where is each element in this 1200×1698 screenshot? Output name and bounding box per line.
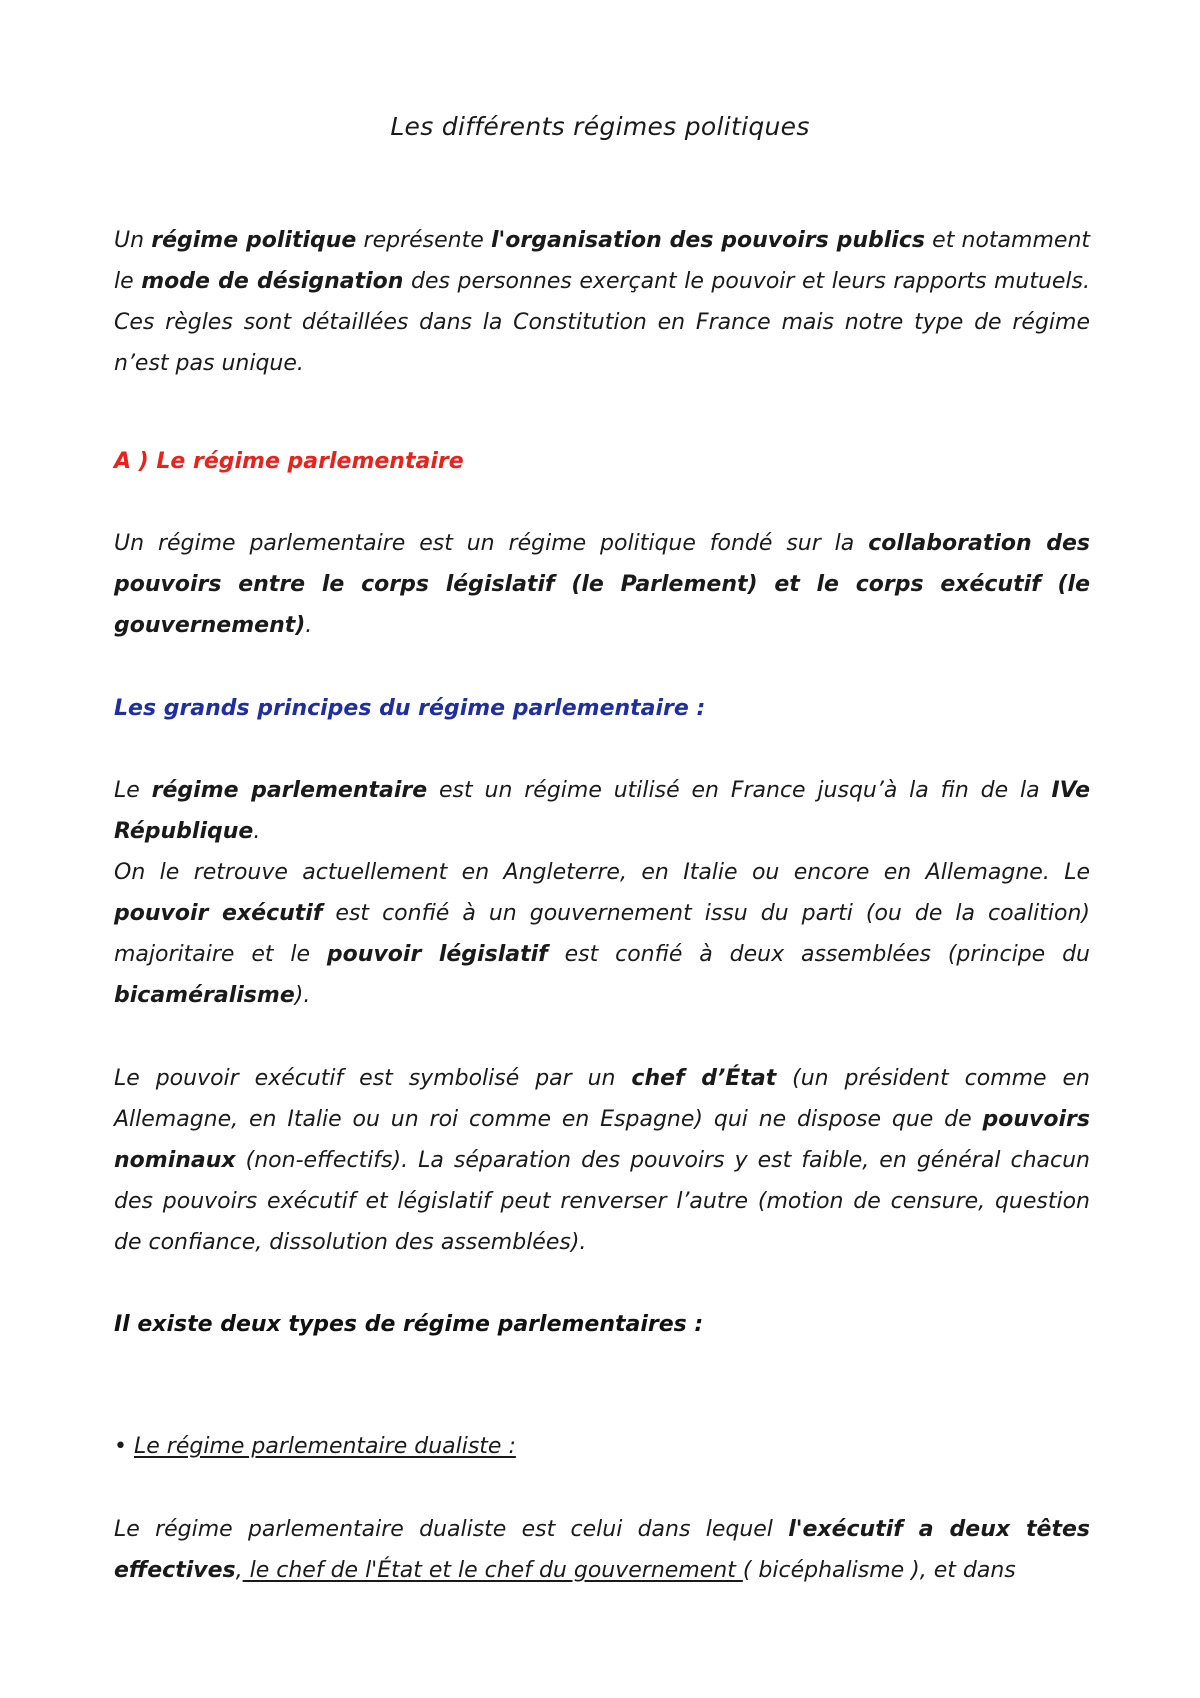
principles-heading: Les grands principes du régime parlementaire : <box>114 696 706 721</box>
section-a-heading: A ) Le régime parlementaire <box>114 449 464 474</box>
types-heading: Il existe deux types de régime parlementaires : <box>114 1312 704 1337</box>
section-a-definition: Un régime parlementaire est un régime politique fondé sur la collaboration des pouvoirs entre le corps législatif (le Parlement) et le corps exécutif (le gouvernement). <box>114 531 1090 638</box>
types-list-item-1: • Le régime parlementaire dualiste : <box>114 1434 516 1459</box>
page-title: Les différents régimes politiques <box>390 112 810 141</box>
principles-paragraph-1: Le régime parlementaire est un régime utilisé en France jusqu’à la fin de la IVe République. On le retrouve actuellement en Angleterre, en Italie ou encore en Allemagne. Le pouvoir exécutif est confié à un gouvernement issu du parti (ou de la coalition) majoritaire et le pouvoir législatif est confié à deux assemblées (principe du bicaméralisme). <box>114 778 1091 1008</box>
principles-paragraph-2: Le pouvoir exécutif est symbolisé par un chef d’État (un président comme en Allemagne, en Italie ou un roi comme en Espagne) qui ne dispose que de pouvoirs nominaux (non-effectifs). La séparation des pouvoirs y est faible, en général chacun des pouvoirs exécutif et législatif peut renverser l’autre (motion de censure, question de confiance, dissolution des assemblées). <box>114 1066 1090 1255</box>
intro-paragraph: Un régime politique représente l'organisation des pouvoirs publics et notamment le mode de désignation des personnes exerçant le pouvoir et leurs rapports mutuels. Ces règles sont détaillées dans la Constitution en France mais notre type de régime n’est pas unique. <box>114 228 1091 376</box>
types-paragraph: Le régime parlementaire dualiste est celui dans lequel l'exécutif a deux têtes effectives, le chef de l'État et le chef du gouvernement ( bicéphalisme ), et dans <box>114 1517 1090 1583</box>
bullet-icon: • <box>114 1434 127 1459</box>
